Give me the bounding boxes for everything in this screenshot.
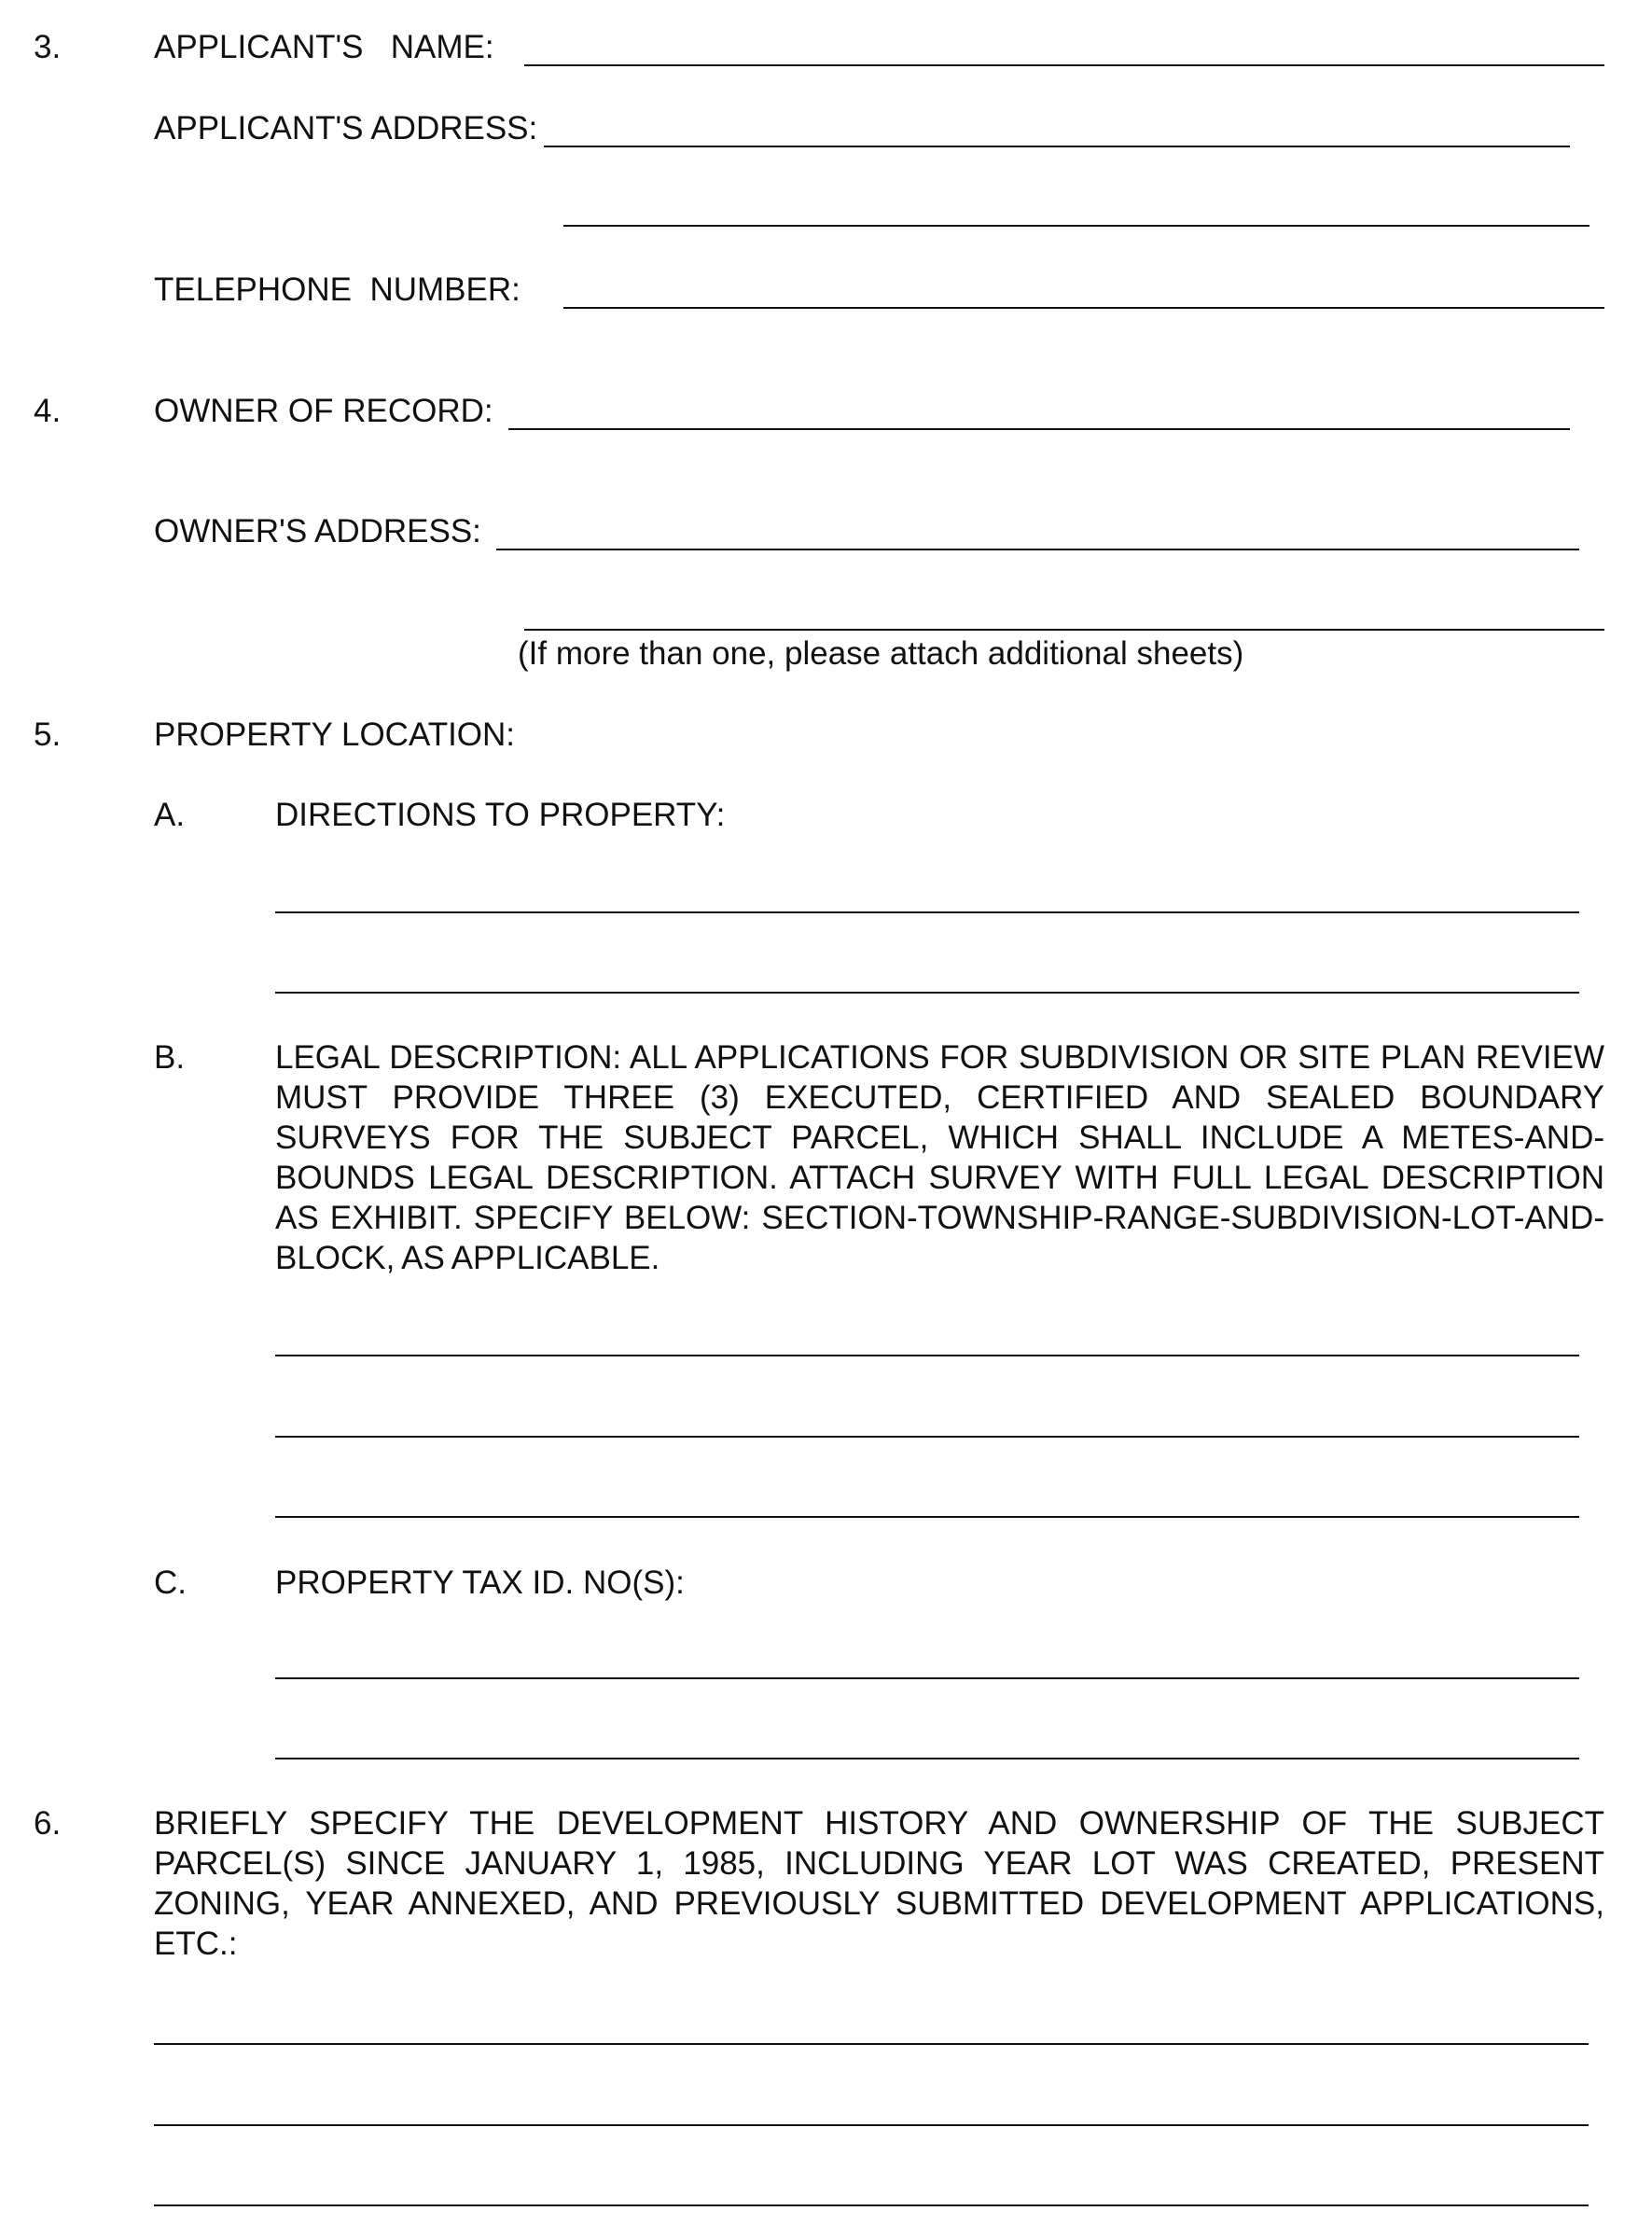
directions-to-property-label: DIRECTIONS TO PROPERTY: xyxy=(275,797,726,833)
development-history-field-line-3[interactable] xyxy=(154,2204,1589,2206)
owner-address-label: OWNER'S ADDRESS: xyxy=(154,513,481,549)
section-5-number: 5. xyxy=(34,716,62,753)
owner-address-field-line-2[interactable] xyxy=(524,629,1604,631)
section-3-number: 3. xyxy=(34,29,62,65)
subsection-a-letter: A. xyxy=(154,797,186,833)
legal-description-field-line-2[interactable] xyxy=(275,1436,1579,1438)
directions-field-line-1[interactable] xyxy=(275,911,1579,913)
property-tax-id-label: PROPERTY TAX ID. NO(S): xyxy=(275,1565,685,1601)
subsection-b-letter: B. xyxy=(154,1039,186,1076)
applicant-name-field[interactable] xyxy=(524,64,1604,66)
owner-address-note: (If more than one, please attach additional sheets) xyxy=(518,635,1244,672)
telephone-number-field[interactable] xyxy=(563,307,1604,309)
development-history-field-line-1[interactable] xyxy=(154,2043,1589,2045)
tax-id-field-line-2[interactable] xyxy=(275,1758,1579,1759)
legal-description-text: LEGAL DESCRIPTION: ALL APPLICATIONS FOR SUBDIVISION OR SITE PLAN REVIEW MUST PROVIDE THREE (3) EXECUTED, CERTIFIED AND SEALED BOUNDARY SURVEYS FOR THE SUBJECT PARCEL, WHICH SHALL INCLUDE A METES-AND-BOUNDS LEGAL DESCRIPTION. ATTACH SURVEY WITH FULL LEGAL DESCRIPTION AS EXHIBIT. SPECIFY BELOW: SECTION-TOWNSHIP-RANGE-SUBDIVISION-LOT-AND-BLOCK, AS APPLICABLE. xyxy=(275,1039,1604,1276)
applicant-name-label: APPLICANT'S NAME: xyxy=(154,29,494,65)
directions-field-line-2[interactable] xyxy=(275,992,1579,994)
owner-of-record-field[interactable] xyxy=(508,428,1570,430)
applicant-address-field-line-1[interactable] xyxy=(544,146,1570,147)
section-6-number: 6. xyxy=(34,1805,62,1842)
property-location-title: PROPERTY LOCATION: xyxy=(154,716,516,753)
section-4-number: 4. xyxy=(34,393,62,429)
telephone-number-label: TELEPHONE NUMBER: xyxy=(154,271,521,308)
development-history-field-line-2[interactable] xyxy=(154,2124,1589,2126)
tax-id-field-line-1[interactable] xyxy=(275,1677,1579,1679)
applicant-address-field-line-2[interactable] xyxy=(563,225,1590,227)
owner-of-record-label: OWNER OF RECORD: xyxy=(154,393,493,429)
subsection-c-letter: C. xyxy=(154,1565,187,1601)
applicant-address-label: APPLICANT'S ADDRESS: xyxy=(154,110,538,146)
development-history-text: BRIEFLY SPECIFY THE DEVELOPMENT HISTORY AND OWNERSHIP OF THE SUBJECT PARCEL(S) SINCE JANUARY 1, 1985, INCLUDING YEAR LOT WAS CREATED, PRESENT ZONING, YEAR ANNEXED, AND PREVIOUSLY SUBMITTED DEVELOPMENT APPLICATIONS, ETC.: xyxy=(154,1805,1604,1962)
legal-description-field-line-1[interactable] xyxy=(275,1355,1579,1356)
legal-description-field-line-3[interactable] xyxy=(275,1516,1579,1518)
owner-address-field-line-1[interactable] xyxy=(496,549,1579,550)
